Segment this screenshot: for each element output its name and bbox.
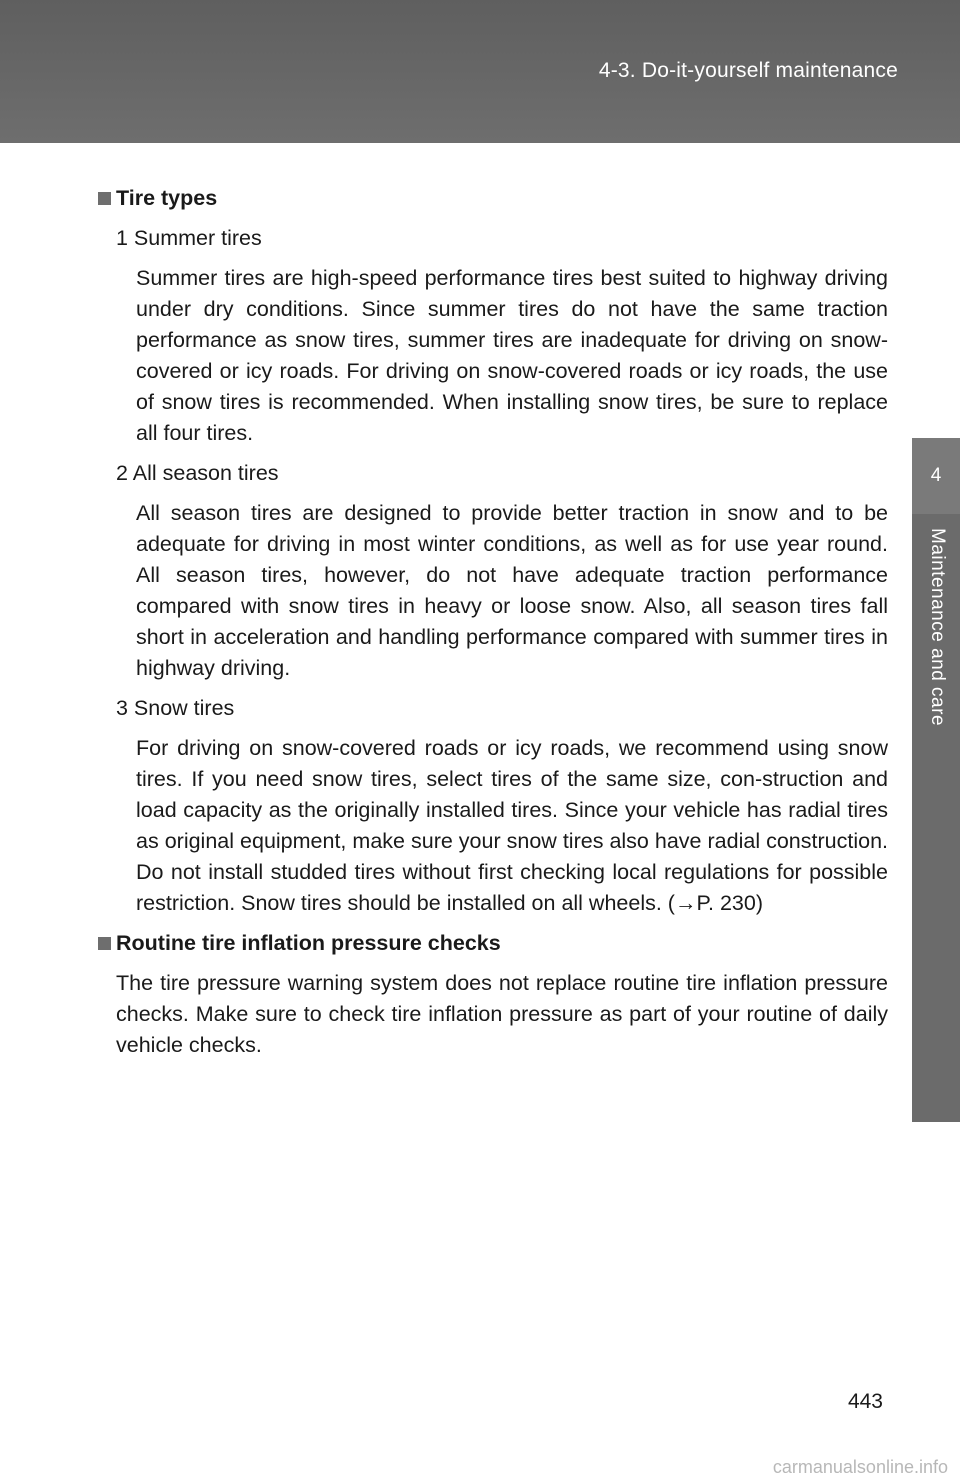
item-body-summer-tires: Summer tires are high-speed performance tires best suited to highway driving under dry conditions. Since summer tires do not have the same traction performance as snow tires, summer tires are inadequate for driving on snow-covered or icy roads. For driving on snow-covered roads or icy roads, the use of snow tires is recommended. When installing snow tires, be sure to replace all four tires. [136,266,888,445]
item-title-summer-tires: 1 Summer tires [116,226,262,250]
item-title-all-season-tires: 2 All season tires [116,461,279,485]
chapter-label: Maintenance and care [927,528,948,727]
section-heading-pressure-checks [98,928,888,959]
pressure-checks-body: The tire pressure warning system does not replace routine tire inflation pressure checks. Make sure to check tire inflation pressure as part of your routine of daily vehicle checks. [116,971,888,1057]
chapter-side-tab [912,438,960,1122]
item-body-all-season-tires: All season tires are designed to provide better traction in snow and to be adequate for driving in most winter conditions, as well as for use year round. All season tires, however, do not have adequate traction performance compared with snow tires in heavy or loose snow. Also, all season tires fall short in acceleration and handling performance compared with summer tires in highway driving. [136,501,888,680]
watermark: carmanualsonline.info [772,1457,948,1477]
heading-text: Tire types [116,186,218,210]
square-bullet-icon [98,937,111,950]
item-title-snow-tires: 3 Snow tires [116,696,235,720]
page-number: 443 [847,1390,883,1413]
main-content [98,183,888,1070]
heading-text: Routine tire inflation pressure checks [116,931,501,955]
page-header [0,0,960,143]
section-heading-tire-types [98,183,888,214]
item-body-snow-tires: For driving on snow-covered roads or icy roads, we recommend using snow tires. If you need snow tires, select tires of the same size, con-struction and load capacity as the originally installed tires. Since your vehicle has radial tires as original equipment, make sure your snow tires also have radial construction. Do not install studded tires without first checking local regulations for possible restriction. Snow tires should be installed on all wheels. (→P. 230) [136,736,888,915]
section-title: 4-3. Do-it-yourself maintenance [598,59,898,82]
chapter-number: 4 [912,438,960,514]
square-bullet-icon [98,192,111,205]
